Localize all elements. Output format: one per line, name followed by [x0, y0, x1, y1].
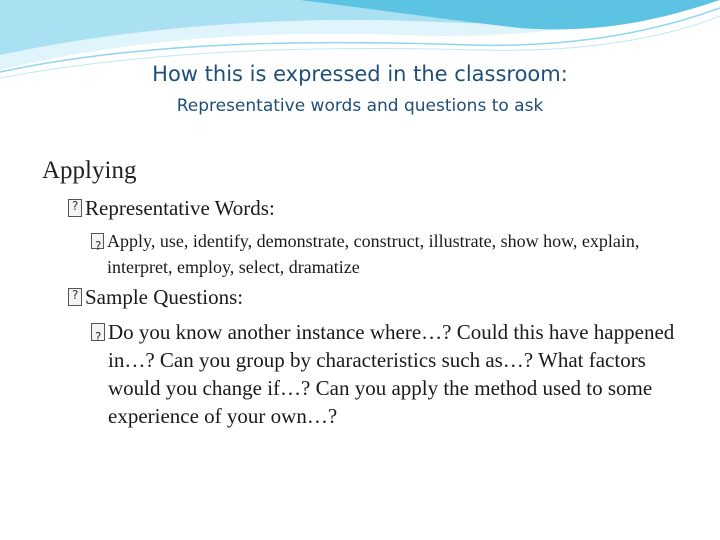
list-item-text: Do you know another instance where…? Could this have happened in…? Can you group by characteristics such as…? What factors would you change if…? Can you apply the method used to some experience of your own…?	[108, 320, 675, 428]
missing-glyph-box-icon	[91, 323, 105, 341]
title-block	[0, 62, 720, 116]
section-label-representative-words	[68, 196, 275, 221]
missing-glyph-box-icon	[91, 233, 104, 249]
section-label: Representative Words:	[85, 196, 275, 220]
slide-title: How this is expressed in the classroom:	[152, 62, 568, 86]
list-item	[91, 228, 691, 280]
section-label: Sample Questions:	[85, 285, 244, 309]
slide-subtitle: Representative words and questions to ask	[176, 96, 544, 116]
missing-glyph-box-icon	[68, 288, 82, 306]
list-item	[91, 318, 691, 430]
section-heading: Applying	[42, 157, 137, 184]
list-item-text: Apply, use, identify, demonstrate, construct, illustrate, show how, explain, interpret, employ, select, dramatize	[107, 231, 640, 277]
missing-glyph-box-icon	[68, 199, 82, 217]
section-label-sample-questions	[68, 285, 243, 310]
